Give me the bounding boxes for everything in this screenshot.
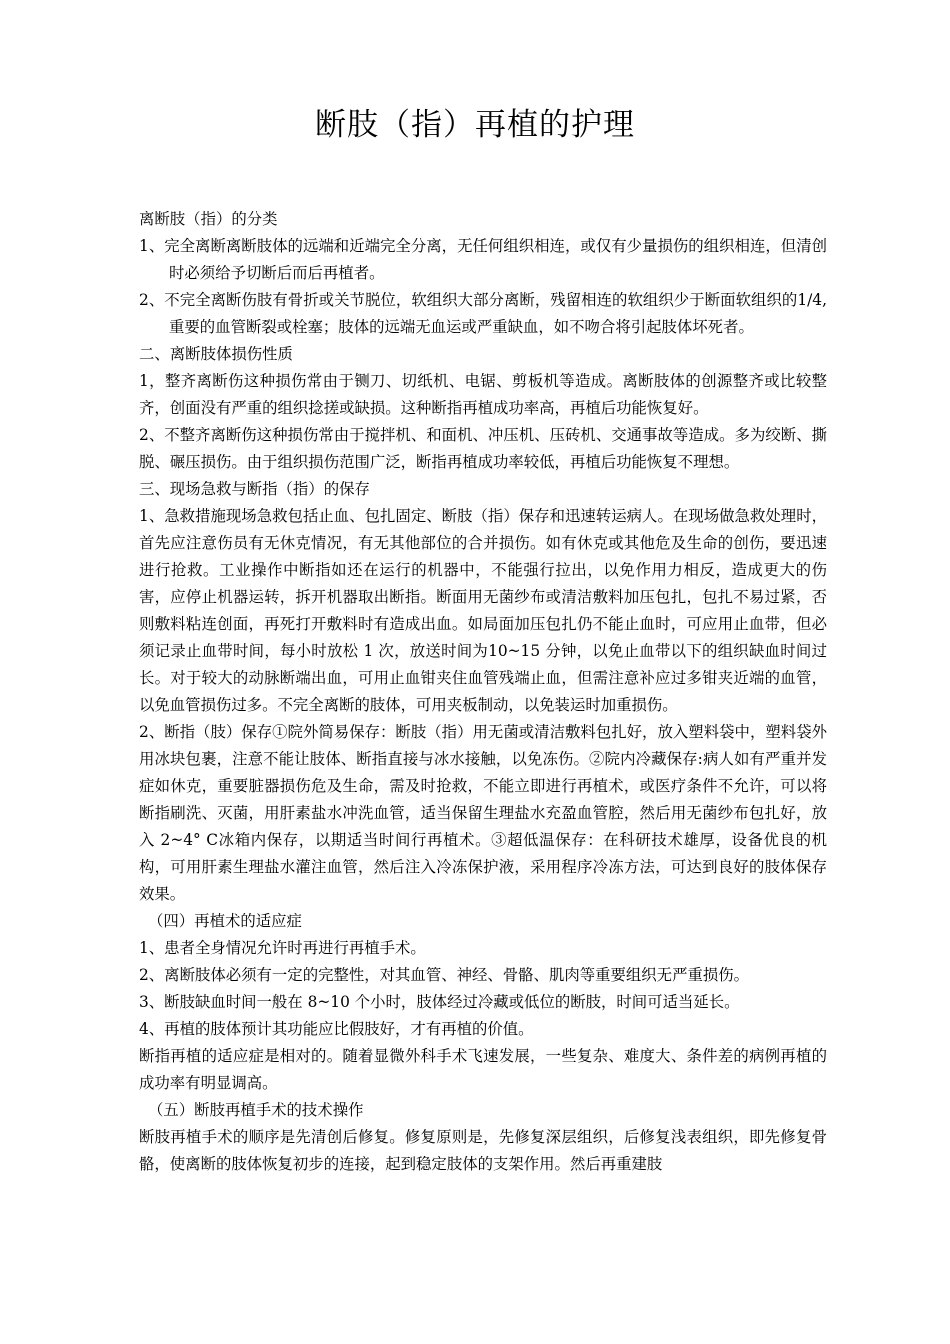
heading-first-aid: 三、现场急救与断指（指）的保存 bbox=[139, 480, 370, 498]
paragraph-irregular-injury: 2、不整齐离断伤这种损伤常由于搅拌机、和面机、冲压机、压砖机、交通事故等造成。多为绞断、撕脱、碾压损伤。由于组织损伤范围广泛，断指再植成功率较低，再植后功能恢复不理想。 bbox=[139, 426, 827, 471]
paragraph-clean-cut-injury: 1，整齐离断伤这种损伤常由于铡刀、切纸机、电锯、剪板机等造成。离断肢体的创源整齐或比较整齐，创面没有严重的组织捻搓或缺损。这种断指再植成功率高，再植后功能恢复好。 bbox=[139, 372, 827, 417]
heading-classification: 离断肢（指）的分类 bbox=[139, 210, 278, 228]
list-item-indication-1: 1、患者全身情况允许时再进行再植手术。 bbox=[139, 939, 426, 957]
paragraph-indications-note: 断指再植的适应症是相对的。随着显微外科手术飞速发展，一些复杂、难度大、条件差的病例再植的成功率有明显调高。 bbox=[139, 1047, 827, 1092]
paragraph-complete-amputation: 1、完全离断离断肢体的远端和近端完全分离，无任何组织相连，或仅有少量损伤的组织相连，但清创时必须给予切断后而后再植者。 bbox=[139, 237, 827, 282]
list-item-indication-3: 3、断肢缺血时间一般在 8~10 个小时，肢体经过冷藏或低位的断肢，时间可适当延长。 bbox=[139, 993, 740, 1011]
heading-indications: （四）再植术的适应症 bbox=[148, 912, 302, 930]
document-body bbox=[139, 206, 827, 1178]
heading-injury-nature: 二、离断肢体损伤性质 bbox=[139, 345, 293, 363]
heading-surgical-technique: （五）断肢再植手术的技术操作 bbox=[148, 1101, 364, 1119]
document-title: 断肢（指）再植的护理 bbox=[315, 107, 635, 143]
paragraph-incomplete-amputation: 2、不完全离断伤肢有骨折或关节脱位，软组织大部分离断，残留相连的软组织少于断面软组织的1/4,重要的血管断裂或栓塞；肢体的远端无血运或严重缺血，如不吻合将引起肢体坏死者。 bbox=[139, 291, 827, 336]
paragraph-emergency-measures: 1、急救措施现场急救包括止血、包扎固定、断肢（指）保存和迅速转运病人。在现场做急救处理时，首先应注意伤员有无休克情况，有无其他部位的合并损伤。如有休克或其他危及生命的创伤，要迅速进行抢救。工业操作中断指如还在运行的机器中，不能强行拉出，以免作用力相反，造成更大的伤害，应停止机器运转，拆开机器取出断指。断面用无菌纱布或清洁敷料加压包扎，包扎不易过紧，否则敷料粘连创面，再死打开敷料时有造成出血。如局面加压包扎仍不能止血时，可应用止血带，但必须记录止血带时间，每小时放松 1 次，放送时间为10~15 分钟，以免止血带以下的组织缺血时间过长。对于较大的动脉断端出血，可用止血钳夹住血管残端止血，但需注意补应过多钳夹近端的血管，以免血管损伤过多。不完全离断的肢体，可用夹板制动，以免装运时加重损伤。 bbox=[139, 507, 827, 714]
list-item-indication-2: 2、离断肢体必须有一定的完整性，对其血管、神经、骨骼、肌肉等重要组织无严重损伤。 bbox=[139, 966, 750, 984]
list-item-indication-4: 4、再植的肢体预计其功能应比假肢好，才有再植的价值。 bbox=[139, 1020, 534, 1038]
paragraph-surgical-order: 断肢再植手术的顺序是先清创后修复。修复原则是，先修复深层组织，后修复浅表组织，即先修复骨骼，使离断的肢体恢复初步的连接，起到稳定肢体的支架作用。然后再重建肢 bbox=[139, 1128, 827, 1173]
paragraph-preservation: 2、断指（肢）保存①院外简易保存：断肢（指）用无菌或清洁敷料包扎好，放入塑料袋中，塑料袋外用冰块包裹，注意不能让肢体、断指直接与冰水接触，以免冻伤。②院内冷藏保存:病人如有严重并发症如休克，重要脏器损伤危及生命，需及时抢救，不能立即进行再植术，或医疗条件不允许，可以将断指刷洗、灭菌，用肝素盐水冲洗血管，适当保留生理盐水充盈血管腔，然后用无菌纱布包扎好，放入 2~4° C冰箱内保存，以期适当时间行再植术。③超低温保存：在科研技术雄厚，设备优良的机构，可用肝素生理盐水灌注血管，然后注入冷冻保护液，采用程序冷冻方法，可达到良好的肢体保存效果。 bbox=[139, 723, 827, 903]
